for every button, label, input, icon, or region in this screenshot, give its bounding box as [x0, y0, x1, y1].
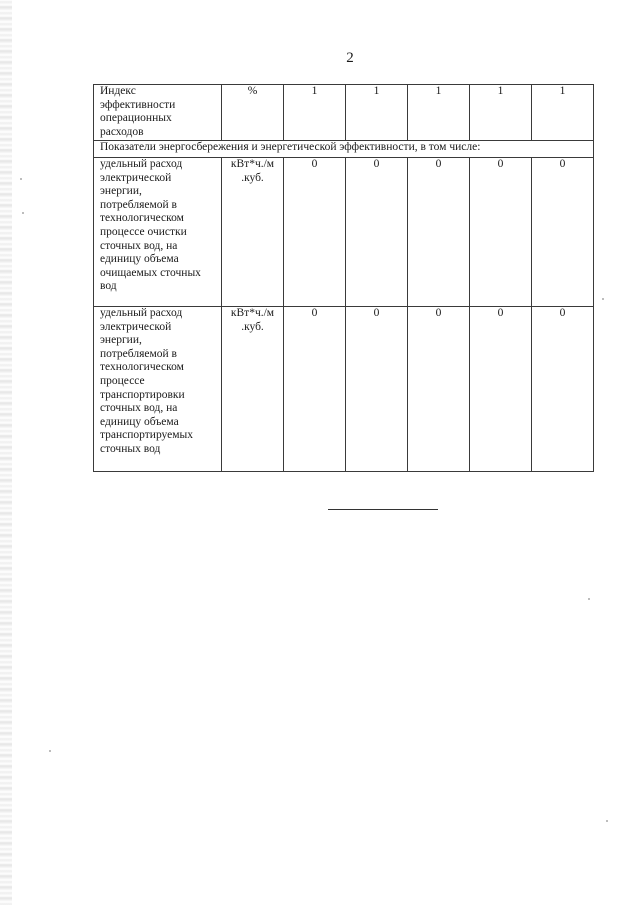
unit-cell	[222, 85, 284, 141]
value-cell: 1	[470, 85, 532, 141]
indicator-name-line: энергии,	[100, 185, 142, 198]
indicator-name-cell	[94, 307, 222, 472]
value-cell: 1	[408, 85, 470, 141]
indicator-name-line: процессе очистки	[100, 225, 187, 238]
indicator-name-cell	[94, 85, 222, 141]
unit-line: кВт*ч./м	[230, 158, 275, 170]
value-cell: 1	[532, 85, 594, 141]
indicator-name-line: очищаемых сточных	[100, 266, 201, 279]
value-cell: 0	[470, 307, 532, 472]
value-cell: 0	[346, 158, 408, 307]
indicators-table	[93, 84, 594, 472]
value-cell: 0	[408, 158, 470, 307]
indicator-name-line: удельный расход	[100, 158, 183, 170]
scan-speck	[20, 178, 22, 180]
value-cell: 0	[532, 158, 594, 307]
indicator-name-line: удельный расход	[100, 307, 183, 319]
page-number: 2	[346, 50, 354, 66]
scan-speck	[606, 820, 608, 822]
table-row	[94, 85, 594, 141]
section-row	[94, 141, 594, 158]
value-cell: 0	[284, 307, 346, 472]
unit-line: %	[247, 85, 258, 97]
scan-speck	[22, 212, 24, 214]
indicator-name-line: сточных вод, на	[100, 402, 178, 415]
indicator-name-line: Индекс	[100, 85, 136, 97]
unit-cell	[222, 307, 284, 472]
indicator-name-line: сточных вод	[100, 442, 161, 455]
value-cell: 0	[284, 158, 346, 307]
indicator-name-line: сточных вод, на	[100, 239, 178, 252]
unit-line: .куб.	[241, 320, 264, 333]
indicator-name-line: электрической	[100, 171, 172, 184]
indicator-name-line: энергии,	[100, 334, 142, 347]
section-title: Показатели энергосбережения и энергетической эффективности, в том числе:	[94, 141, 594, 158]
scan-speck	[602, 298, 604, 300]
scan-speck	[588, 598, 590, 600]
indicator-name-line: транспортировки	[100, 388, 185, 401]
scan-speck	[49, 750, 51, 752]
indicator-name-line: единицу объема	[100, 253, 179, 266]
indicator-name-line: технологическом	[100, 212, 184, 225]
unit-cell	[222, 158, 284, 307]
indicator-name-line: эффективности	[100, 98, 176, 111]
indicator-name-line: процессе	[100, 374, 145, 387]
indicator-name-line: электрической	[100, 320, 172, 333]
indicator-name-line: потребляемой в	[100, 198, 177, 211]
indicator-name-line: операционных	[100, 112, 172, 125]
table-row	[94, 307, 594, 472]
indicator-name-line: расходов	[100, 125, 144, 138]
indicator-name-cell	[94, 158, 222, 307]
indicator-name-line: потребляемой в	[100, 347, 177, 360]
indicator-name-line: вод	[100, 280, 117, 293]
value-cell: 0	[346, 307, 408, 472]
table-row	[94, 158, 594, 307]
value-cell: 1	[346, 85, 408, 141]
value-cell: 1	[284, 85, 346, 141]
unit-line: .куб.	[241, 171, 264, 184]
indicator-name-line: технологическом	[100, 361, 184, 374]
indicator-name-line: единицу объема	[100, 415, 179, 428]
indicator-name-line: транспортируемых	[100, 429, 194, 442]
end-separator-line	[328, 509, 438, 510]
value-cell: 0	[532, 307, 594, 472]
scan-edge-artifact	[0, 0, 12, 905]
unit-line: кВт*ч./м	[230, 307, 275, 319]
value-cell: 0	[470, 158, 532, 307]
value-cell: 0	[408, 307, 470, 472]
